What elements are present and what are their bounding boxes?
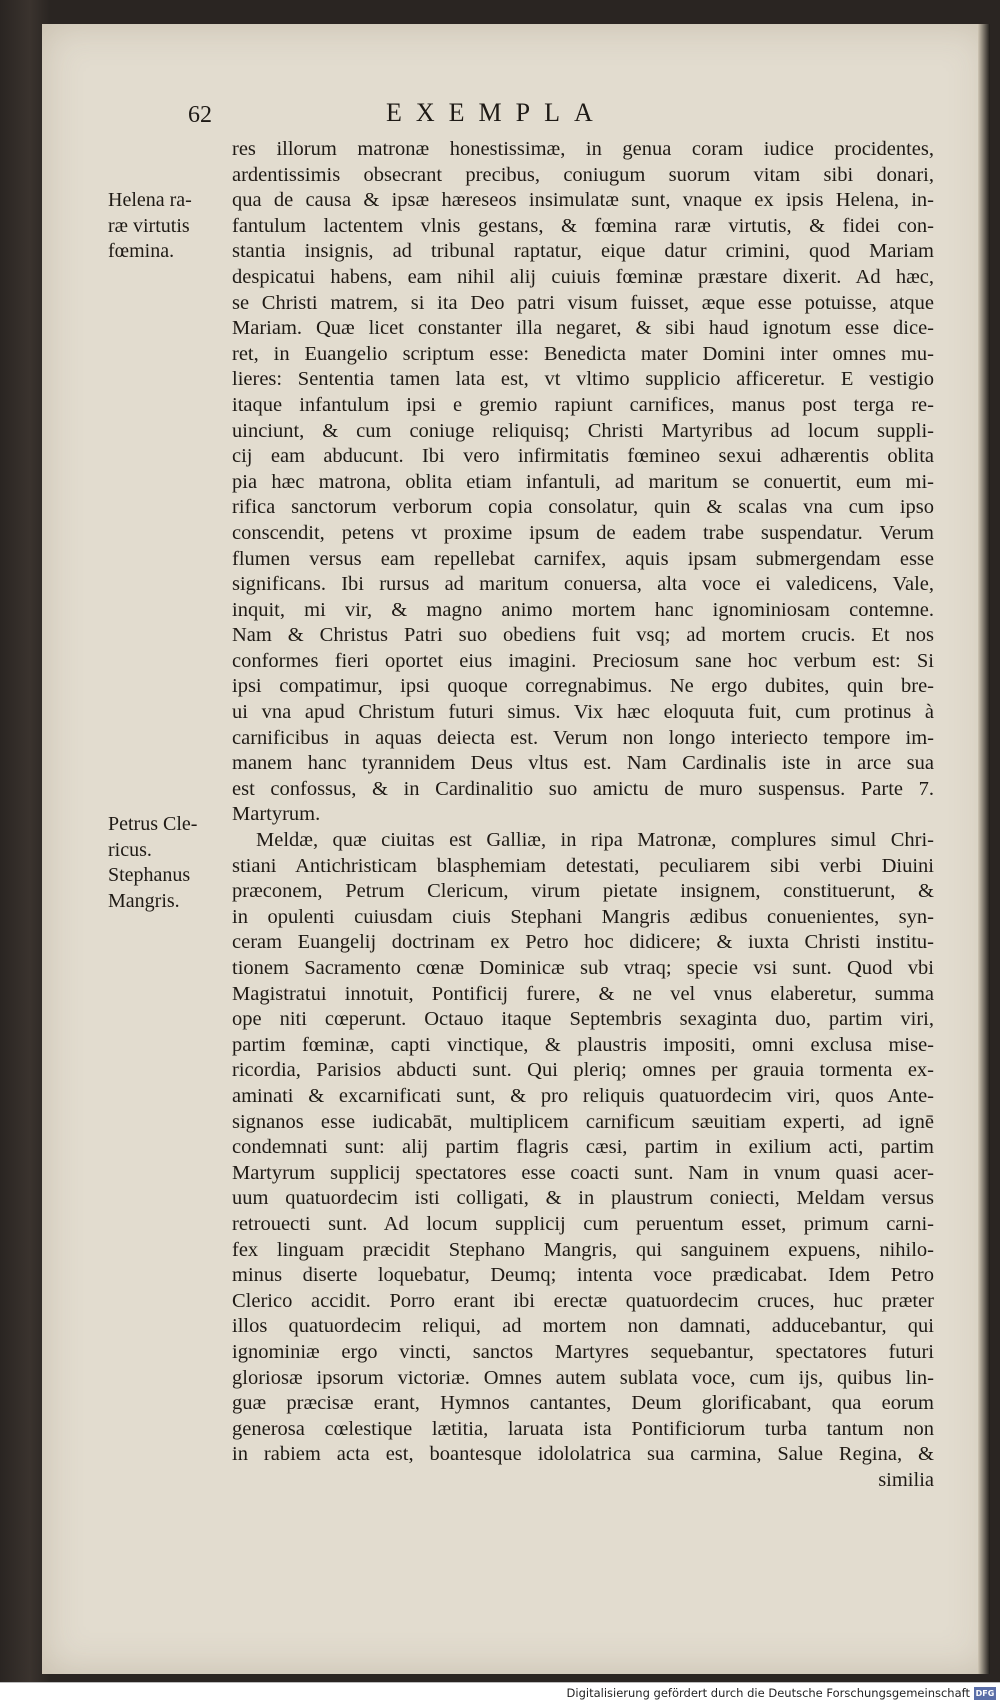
margin-line: Petrus Cle- <box>108 813 198 835</box>
text-line: ipsi compatimur, ipsi quoque corregnabimus. Ne ergo dubites, quin bre- <box>232 675 934 698</box>
marginal-note-petrus <box>108 812 228 914</box>
page-header <box>188 80 888 128</box>
margin-line: fœmina. <box>108 240 175 263</box>
text-line: tionem Sacramento cœnæ Dominicæ sub vtraq; specie vsi sunt. Quod vbi <box>232 957 934 979</box>
text-line: Nam & Christus Patri suo obediens fuit vsq; ad mortem crucis. Et nos <box>232 624 934 647</box>
text-line: Magistratui innotuit, Pontificij furere, & ne vel vnus elaberetur, summa <box>232 982 934 1005</box>
digitization-footer <box>0 1682 1000 1705</box>
text-line: ignominiæ ergo vincti, sanctos Martyres sequebantur, spectatores futuri <box>232 1340 934 1363</box>
text-line: gloriosæ ipsorum victoriæ. Omnes autem sublata voce, cum ijs, quibus lin- <box>232 1366 934 1389</box>
running-head: EXEMPLA <box>386 98 607 127</box>
catchword: similia <box>878 1468 934 1491</box>
text-line: in rabiem acta est, boantesque idololatrica sua carmina, Salue Regina, & <box>232 1443 934 1466</box>
text-line: uinciunt, & cum coniuge reliquisq; Christi Martyribus ad locum suppli- <box>232 419 934 442</box>
text-line: retrouecti sunt. Ad locum supplicij cum peruentum esset, primum carni- <box>232 1212 934 1235</box>
text-line: signanos esse iudicabāt, multiplicem carnificum sæuitiam experti, ad ignē <box>232 1110 934 1133</box>
text-line: ardentissimis obsecrant precibus, coniugum suorum vitam sibi donari, <box>232 163 934 186</box>
text-line: in opulenti cuiusdam ciuis Stephani Mangris ædibus conuenientes, syn- <box>232 905 934 928</box>
text-line: inquit, mi vir, & magno animo mortem hanc ignominiosam contemne. <box>232 598 934 621</box>
margin-line: ricus. <box>108 838 152 861</box>
text-line: stiani Antichristicam blasphemiam detestati, peculiarem sibi verbi Diuini <box>232 854 934 877</box>
text-line: ope niti cœperunt. Octauo itaque Septembris sexaginta duo, partim viri, <box>232 1008 934 1031</box>
text-line: guæ præcisæ erant, Hymnos cantantes, Deum glorificabant, qua eorum <box>232 1392 934 1415</box>
text-line: Martyrum supplicij spectatores esse coacti sunt. Nam in vnum quasi acer- <box>232 1161 934 1184</box>
text-line: aminati & excarnificati sunt, & pro reliquis quatuordecim viri, quos Ante- <box>232 1084 934 1107</box>
text-line: est confossus, & in Cardinalitio suo amictu de muro suspensus. Parte 7. <box>232 777 934 800</box>
text-line: præconem, Petrum Clericum, virum pietate insignem, constituerunt, & <box>232 880 934 903</box>
margin-line: Helena ra- <box>108 189 192 211</box>
text-line: qua de causa & ipsæ hæreseos insimulatæ sunt, vnaque ex ipsis Helena, in- <box>232 189 934 212</box>
text-line: uum quatuordecim isti colligati, & in plaustrum coniecti, Meldam versus <box>232 1187 934 1210</box>
text-line: generosa cœlestique lætitia, laruata ista Pontificiorum turba tantum non <box>232 1417 934 1440</box>
dfg-logo: DFG <box>975 1689 995 1698</box>
margin-line: Mangris. <box>108 889 180 912</box>
text-line: ret, in Euangelio scriptum esse: Benedicta mater Domini inter omnes mu- <box>232 342 934 365</box>
text-line: se Christi matrem, si ita Deo patri visum fuisset, æque esse potuisse, atque <box>232 291 934 314</box>
text-line: res illorum matronæ honestissimæ, in genua coram iudice procidentes, <box>232 138 934 160</box>
text-line: fantulum lactentem vlnis gestans, & fœmina raræ virtutis, & fidei con- <box>232 214 934 237</box>
text-line: Martyrum. <box>232 803 321 826</box>
text-line: partim fœminæ, capti vinctique, & plaustris impositi, omni exclusa mise- <box>232 1033 934 1056</box>
page-number: 62 <box>188 102 212 128</box>
text-line: stantia insignis, ad tribunal raptatur, eique datur crimini, quod Mariam <box>232 240 934 263</box>
text-line: significans. Ibi rursus ad maritum conuersa, alta voce ei valedicens, Vale, <box>232 573 934 596</box>
text-line: carnificibus in aquas deiecta est. Verum non longo interiecto tempore im- <box>232 726 934 749</box>
margin-line: Stephanus <box>108 864 191 887</box>
body-text <box>232 137 934 1493</box>
text-line: Mariam. Quæ licet constanter illa negaret, & sibi haud ignotum esse dice- <box>232 317 934 340</box>
text-line: manem hanc tyrannidem Deus vltus est. Nam Cardinalis iste in arce sua <box>232 752 934 775</box>
text-line: flumen versus eam repellebat carnifex, aquis ipsam submergendam esse <box>232 547 934 570</box>
text-line: illos quatuordecim reliqui, ad mortem non damnati, adducebantur, qui <box>232 1315 934 1338</box>
text-line: despicatui habens, eam nihil alij cuiuis fœminæ præstare dixerit. Ad hæc, <box>232 265 934 288</box>
margin-line: ræ virtutis <box>108 214 190 237</box>
text-line: lieres: Sententia tamen lata est, vt vltimo supplicio afficeretur. E vestigio <box>232 368 934 391</box>
text-line: ricordia, Parisios abducti sunt. Qui pleriq; omnes per grauia tormenta ex- <box>232 1059 934 1082</box>
text-line: conscendit, petens vt proxime ipsum de eadem trabe suspendatur. Verum <box>232 521 934 544</box>
text-line: minus diserte loquebatur, Deumq; intenta voce prædicabat. Idem Petro <box>232 1264 934 1287</box>
text-line: condemnati sunt: alij partim flagris cæsi, partim in exilium acti, partim <box>232 1136 934 1159</box>
text-line: Meldæ, quæ ciuitas est Galliæ, in ripa Matronæ, complures simul Chri- <box>256 829 934 852</box>
text-line: cij eam abducunt. Ibi vero infirmitatis fœmineo sexui adhærentis oblita <box>232 445 934 468</box>
text-line: rifica sanctorum verborum copia consolatur, quin & scalas vna cum ipso <box>232 496 934 519</box>
text-line: itaque infantulum ipsi e gremio rapiunt carnifices, manus post terga re- <box>232 393 934 416</box>
text-line: conformes fieri oportet eius imagini. Preciosum sane hoc verbum est: Si <box>232 649 934 672</box>
text-line: ui vna apud Christum futuri simus. Vix hæc eloquuta fuit, cum protinus à <box>232 701 934 724</box>
text-line: ceram Euangelij doctrinam ex Petro hoc didicere; & iuxta Christi institu- <box>232 931 934 954</box>
footer-credit: Digitalisierung gefördert durch die Deutsche Forschungsgemeinschaft <box>566 1686 970 1700</box>
text-line: Clerico accidit. Porro erant ibi erectæ quatuordecim cruces, huc præter <box>232 1289 934 1312</box>
page-edge-shadow <box>978 24 990 1674</box>
marginal-note-helena <box>108 188 228 265</box>
text-line: pia hæc matrona, oblita etiam infantuli, ad maritum se conuertit, eum mi- <box>232 470 934 493</box>
text-line: fex linguam præcidit Stephano Mangris, qui sanguinem expuens, nihilo- <box>232 1238 934 1261</box>
